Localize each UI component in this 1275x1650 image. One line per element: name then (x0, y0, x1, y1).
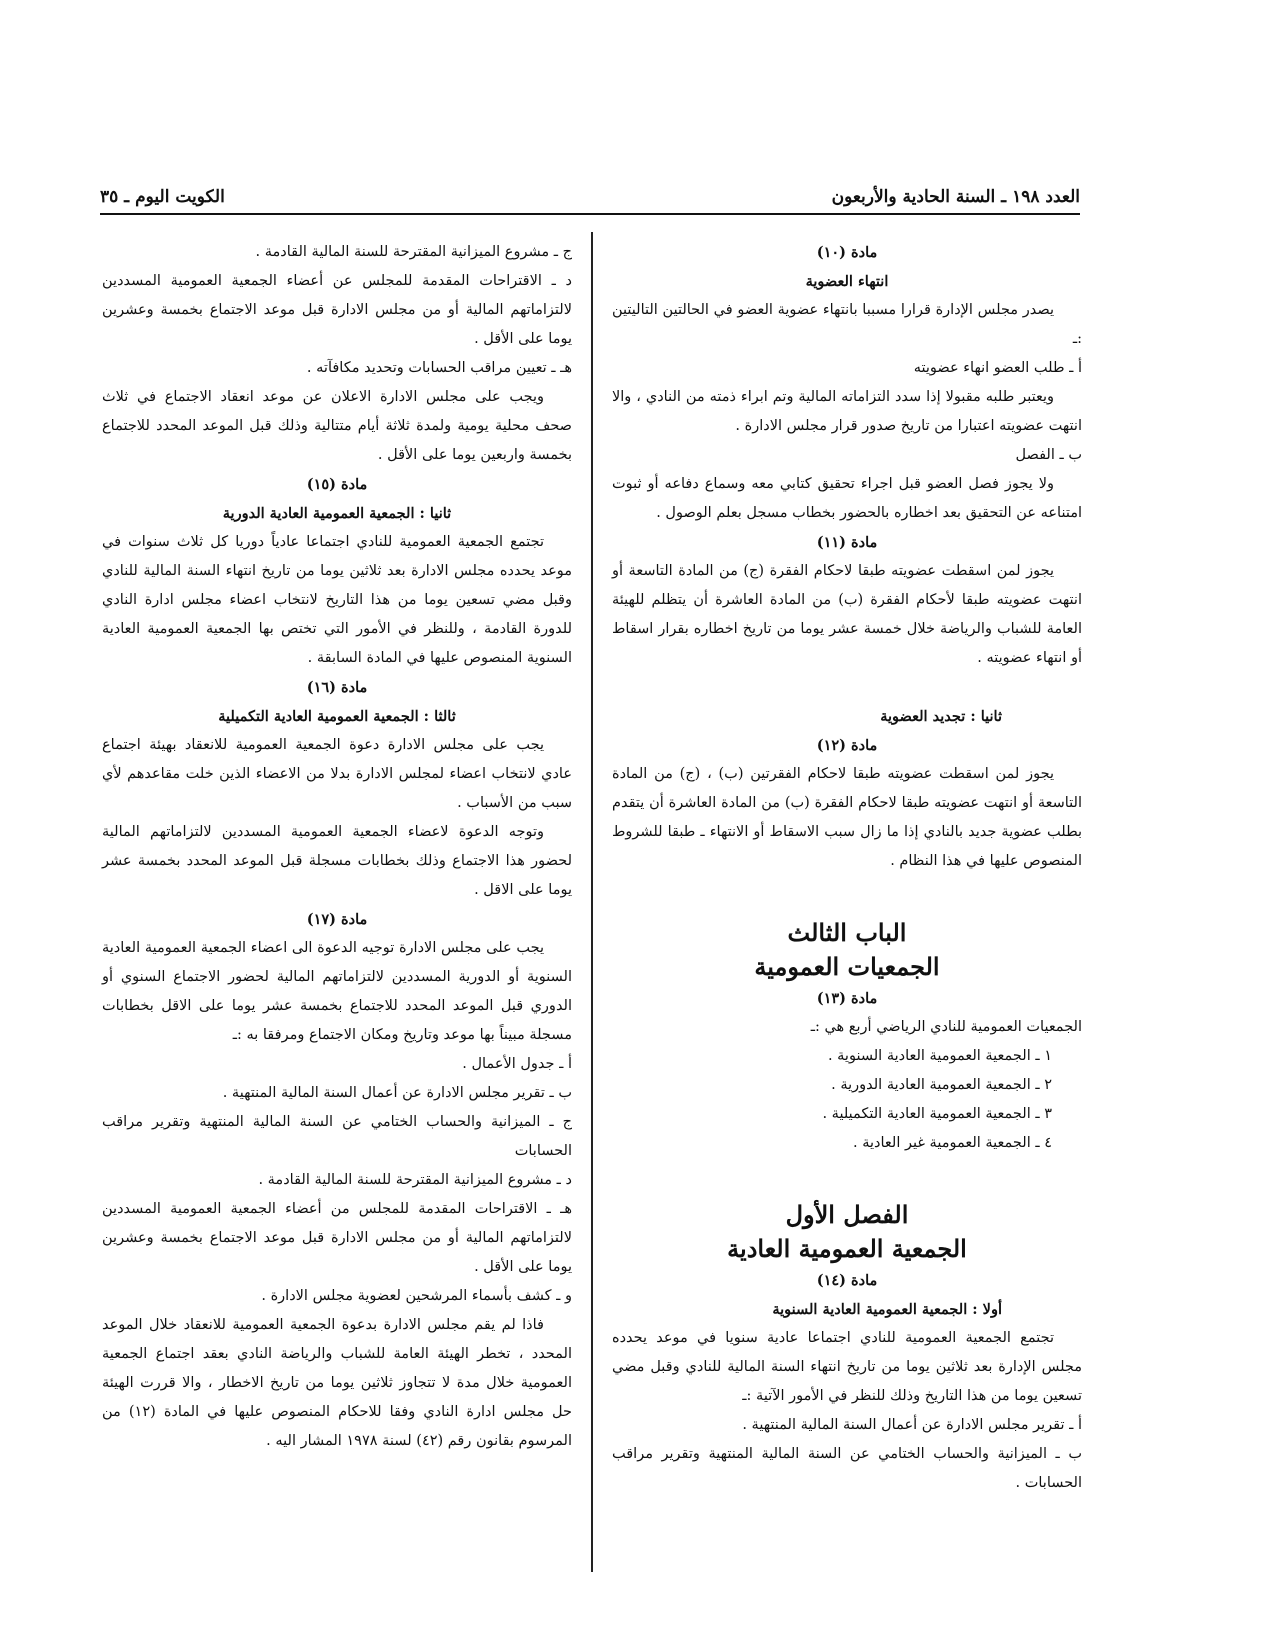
article-17-item-w: و ـ كشف بأسماء المرشحين لعضوية مجلس الادارة . (261, 1288, 572, 1304)
article-10-item-a: أ ـ طلب العضو انهاء عضويته (913, 360, 1082, 376)
spacer (612, 1158, 1082, 1198)
article-11-paragraph: يجوز لمن اسقطت عضويته طبقا لاحكام الفقرة (ج) من المادة التاسعة أو انتهت عضويته طبقا لأحكام الفقرة (ب) من المادة العاشرة أن يتظلم للهيئة العامة للشباب والرياضة خلال خمسة عشر يوما من تاريخ اخطاره بقرار اسقاط أو انتهاء عضويته . (612, 563, 1082, 666)
article-14-paragraph: تجتمع الجمعية العمومية للنادي اجتماعا عادية سنويا في موعد يحدده مجلس الإدارة بعد ثلاثين يوما من تاريخ انتهاء السنة المالية للنادي وقبل مضي تسعين يوما من هذا التاريخ وذلك للنظر في الأمور الآتية :ـ (612, 1330, 1082, 1404)
article-13-item: ٤ ـ الجمعية العمومية غير العادية . (853, 1135, 1052, 1151)
article-17-item-b: ب ـ تقرير مجلس الادارة عن أعمال السنة المالية المنتهية . (222, 1085, 572, 1101)
header-page-number: الكويت اليوم ـ ٣٥ (100, 187, 225, 207)
article-14-item-b: ب ـ الميزانية والحساب الختامي عن السنة المالية المنتهية وتقرير مراقب الحسابات . (612, 1446, 1082, 1491)
left-column (102, 238, 572, 1456)
article-12-paragraph: يجوز لمن اسقطت عضويته طبقا لاحكام الفقرتين (ب) ، (ج) من المادة التاسعة أو انتهت عضويته طبقا لاحكام الفقرة (ب) من المادة العاشرة أن يتقدم بطلب عضوية جديد بالنادي إذا ما زال سبب الاسقاط أو الانتهاء ـ طبقا للشروط المنصوص عليها في هذا النظام . (612, 766, 1082, 869)
article-10-item-b: ب ـ الفصل (1015, 447, 1082, 463)
article-10-title: انتهاء العضوية (805, 273, 889, 290)
article-16-paragraph: يجب على مجلس الادارة دعوة الجمعية العمومية للانعقاد بهيئة اجتماع عادي لانتخاب اعضاء لمجلس الادارة بدلا من الاعضاء الذين خلت مقاعدهم لأي سبب من الأسباب . (102, 737, 572, 811)
article-15-paragraph: تجتمع الجمعية العمومية للنادي اجتماعا عادياً دوريا كل ثلاث سنوات في موعد يحدده مجلس الادارة بعد ثلاثين يوما من تاريخ انتهاء السنة المالية للنادي وقبل مضي تسعين يوما من هذا التاريخ لانتخاب اعضاء مجلس ادارة النادي للدورة القادمة ، وللنظر في الأمور التي تختص بها الجمعية العمومية العادية السنوية المنصوص عليها في المادة السابقة . (102, 534, 572, 666)
spacer (612, 876, 1082, 916)
spacer (612, 673, 1082, 702)
article-14-item-h: هـ ـ تعيين مراقب الحسابات وتحديد مكافآته . (306, 360, 572, 376)
article-14-heading: مادة (١٤) (816, 1272, 878, 1289)
article-14-item-c: ج ـ مشروع الميزانية المقترحة للسنة المالية القادمة . (255, 244, 572, 260)
renewal-title: ثانيا : تجديد العضوية (880, 708, 1002, 725)
article-14-item-a: أ ـ تقرير مجلس الادارة عن أعمال السنة المالية المنتهية . (742, 1417, 1082, 1433)
section-1-title: الفصل الأول (785, 1200, 909, 1229)
article-11-heading: مادة (١١) (816, 534, 878, 551)
header-divider (100, 213, 1080, 215)
right-column (612, 238, 1082, 1498)
column-divider (591, 232, 593, 1572)
article-13-heading: مادة (١٣) (816, 990, 878, 1007)
article-10-paragraph: يصدر مجلس الإدارة قرارا مسببا بانتهاء عضوية العضو في الحالتين التاليتين :ـ (612, 302, 1082, 347)
chapter-3-title: الباب الثالث (787, 918, 907, 947)
article-16-title: ثالثا : الجمعية العمومية العادية التكميلية (218, 708, 456, 725)
article-13-item: ٢ ـ الجمعية العمومية العادية الدورية . (831, 1077, 1052, 1093)
article-12-heading: مادة (١٢) (816, 737, 878, 754)
article-17-item-c: ج ـ الميزانية والحساب الختامي عن السنة المالية المنتهية وتقرير مراقب الحسابات (102, 1114, 572, 1159)
article-17-paragraph: فاذا لم يقم مجلس الادارة بدعوة الجمعية العمومية للانعقاد خلال الموعد المحدد ، تخطر الهيئة العامة للشباب والرياضة النادي بعقد اجتماع الجمعية العمومية خلال مدة لا تتجاوز ثلاثين يوما من تاريخ الاخطار ، والا قررت الهيئة حل مجلس ادارة النادي وفقا للاحكام المنصوص عليها في المادة (١٢) من المرسوم بقانون رقم (٤٢) لسنة ١٩٧٨ المشار اليه . (102, 1317, 573, 1449)
article-10-paragraph: ويعتبر طلبه مقبولا إذا سدد التزاماته المالية وتم ابراء ذمته من النادي ، والا انتهت عضويته اعتبارا من تاريخ صدور قرار مجلس الادارة . (612, 389, 1082, 434)
section-1-subtitle: الجمعية العمومية العادية (727, 1234, 967, 1263)
article-16-paragraph: وتوجه الدعوة لاعضاء الجمعية العمومية المسددين لالتزاماتهم المالية لحضور هذا الاجتماع وذلك بخطابات مسجلة قبل الموعد المحدد بخمسة عشر يوما على الاقل . (102, 824, 572, 898)
article-17-paragraph: يجب على مجلس الادارة توجيه الدعوة الى اعضاء الجمعية العمومية العادية السنوية أو الدورية المسددين لالتزاماتهم المالية لحضور الاجتماع السنوي أو الدوري قبل الموعد المحدد للاجتماع بخمسة عشر يوما على الاقل بخطابات مسجلة مبيناً بها موعد وتاريخ ومكان الاجتماع ومرفقا به :ـ (102, 940, 572, 1043)
article-13-item: ١ ـ الجمعية العمومية العادية السنوية . (827, 1048, 1052, 1064)
article-16-heading: مادة (١٦) (306, 679, 368, 696)
article-14-item-d: د ـ الاقتراحات المقدمة للمجلس عن أعضاء الجمعية العمومية المسددين لالتزاماتهم المالية أو من مجلس الادارة قبل موعد الاجتماع بخمسة وعشرين يوما على الأقل . (102, 273, 572, 347)
article-10-heading: مادة (١٠) (816, 244, 878, 261)
article-14-title: أولا : الجمعية العمومية العادية السنوية (772, 1301, 1002, 1318)
header-issue: العدد ١٩٨ ـ السنة الحادية والأربعون (831, 187, 1080, 207)
article-15-heading: مادة (١٥) (306, 476, 368, 493)
article-15-title: ثانيا : الجمعية العمومية العادية الدورية (222, 505, 452, 522)
article-10-paragraph: ولا يجوز فصل العضو قبل اجراء تحقيق كتابي معه وسماع دفاعه أو ثبوت امتناعه عن التحقيق بعد اخطاره بالحضور بخطاب مسجل بعلم الوصول . (612, 476, 1082, 521)
article-17-item-h: هـ ـ الاقتراحات المقدمة للمجلس من أعضاء الجمعية العمومية المسددين لالتزاماتهم المالية أو من مجلس الادارة قبل موعد الاجتماع بخمسة وعشرين يوما على الأقل . (102, 1201, 572, 1275)
article-13-item: ٣ ـ الجمعية العمومية العادية التكميلية . (822, 1106, 1052, 1122)
chapter-3-subtitle: الجمعيات العمومية (754, 952, 940, 981)
article-17-item-a: أ ـ جدول الأعمال . (462, 1056, 572, 1072)
article-14-announcement: ويجب على مجلس الادارة الاعلان عن موعد انعقاد الاجتماع في ثلاث صحف محلية يومية ولمدة ثلاثة أيام متتالية وذلك قبل الموعد المحدد للاجتماع بخمسة واربعين يوما على الأقل . (102, 389, 572, 463)
article-17-item-d: د ـ مشروع الميزانية المقترحة للسنة المالية القادمة . (258, 1172, 572, 1188)
article-13-intro: الجمعيات العمومية للنادي الرياضي أربع هي :ـ (810, 1019, 1082, 1035)
page-header (100, 182, 1080, 212)
article-17-heading: مادة (١٧) (306, 911, 368, 928)
